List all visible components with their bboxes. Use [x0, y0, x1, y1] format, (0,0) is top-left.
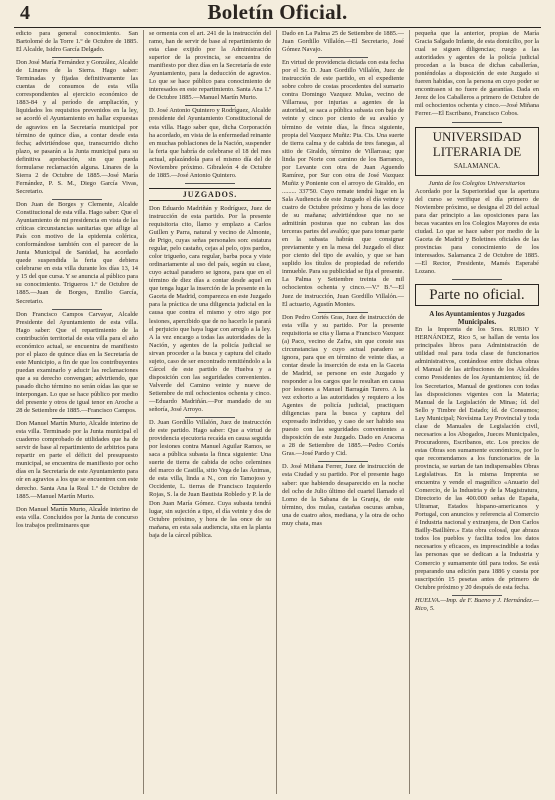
university-title: UNIVERSIDAD LITERARIA DE: [432, 128, 522, 159]
notice: Don Juan de Borges y Clemente, Alcalde Constitucional de esta villa. Hago saber: Que el Ayuntamiento de mi presidencia en vista de las críticas circunstancias sanitarias que aflige al País con motivo de la epidemia colérica, conformándose también con el parecer de la Junta Municipal de Sanidad, ha acordado quede suspendida la feria que debiera celebrarse en esta villa durante los días 13, 14 y 15 del que cursa. Y se anuncia al público para su conocimiento. Trigueros 1.º de Octubre de 1885.—Juan de Borges, Emilio García, Secretario.: [16, 201, 138, 310]
column-divider: [409, 30, 410, 794]
university-notice: Acordado por la Superioridad que la apertura del curso se verifique el día primero de Noviembre próximo, se designa el 20 del actual para dar principio a las oposiciones para las becas vacantes en los Colegios Mayores de esta ciudad. Lo que se hace saber por medio de la Gaceta de Madrid y Boletines oficiales de las provincias para conocimiento de los interesados. Salamanca 2 de Octubre de 1885.—El Rector, Presidente, Mamés Esperabé Lozano.: [415, 188, 539, 281]
column-divider: [276, 30, 277, 794]
notice: D. Juan Gordillo Villalón, Juez de instrucción de este partido. Hago saber: Que a virtud de providencia ejecutoria recaída en causa seguida por lesiones contra Manuel Aguilar Ramos, se saca a pública subasta la finca siguiente: Una suerte de tierra de cabida de ocho celemines del marco de Castilla, sitio Vega de las Ánimas, de esta villa, linda a N., con río Tamojoso y Occidente, L. tierras de Francisco Izquierdo Rojas, S. la de Juan Bautista Robledo y P. la de Don Juan María Gómez. Cuya subasta tendrá lugar, sin sujeción a tipo, el día veinte y dos de Octubre próximo, y hora de las once de su mañana, en esta sala audiencia, sita en la planta baja de la cárcel pública.: [149, 419, 271, 539]
column-2: [149, 30, 271, 794]
notice: Don José María Fernández y González, Alcalde de Linares de la Sierra. Hago saber: Terminadas y fijadas definitivamente las cuentas de consumos de esta villa correspondientes al ejercicio económico de 1883-84 y al período de ampliación, y liquidados los requisitos prevenidos en la ley, se acordó el Ayuntamiento en hallar expuestas de agravios en la Secretaría municipal por término de quince días, a contar desde esta fecha; advirtiéndose que, transcurrido dicho plazo, se pasarán a la Junta municipal para su definitiva aprobación, sin que pueda formularse reclamación alguna. Linares de la Sierra 2 de Octubre de 1885.—José María Fernández, P. S. M., Diego García Vivas, Secretario.: [16, 59, 138, 200]
notice: edicto para general conocimiento. San Bartolomé de la Torre 1.º de Octubre de 1885. El Alcalde, Isidro García Delgado.: [16, 30, 138, 58]
notice: pequeña que la anterior, propias de María Gracia Salgado Infante, de esta domicilio, por la cual se siguen diligencias; ruego a las autoridades y agentes de la policía judicial procedan a la busca de dichas caballerías, poniéndolas a disposición de este Juzgado si fueren habidas, con la persona en cuyo poder se encontrasen si no fuere de garantías. Dada en Jerez de los Caballeros a primero de Octubre de mil ochocientos ochenta y cinco.—José Miñana Ferrer.—El Escribano, Francisco Cobos.: [415, 30, 539, 123]
notice: Don Manuel Martín Murto, Alcalde interino de esta villa. Terminado por la Junta municipal el cuaderno comprobado de utilidades que ha de servir de base al repartimiento de arbitrios para repartir en parte el déficit del presupuesto municipal, se encuentra de manifiesto por ocho días en la Secretaría de este Ayuntamiento para oír en agravios a los que se encuentren con este derecho. Santa Ana la Real 1.º de Octubre de 1885.—Manuel Martín Murto.: [16, 420, 138, 504]
header-rule: [14, 27, 541, 28]
university-subtitle: Junta de los Colegios Universitarios: [428, 179, 526, 187]
notice: Don Francisco Campos Carvayar, Alcalde Presidente del Ayuntamiento de esta villa. Hago saber: Que el repartimiento de la contribución territorial de esta villa para el año económico actual, se encuentra de manifiesto por el plazo de quince días en la Secretaría de este Municipio, a fin de que los contribuyentes puedan examinarlo y aducir las reclamaciones que a su derecho convengan; advirtiendo, que pasado dicho término no serán oídas las que se interpongan. Lo que se hace público por medio del presente y otros de igual tenor en Aroche a 28 de Setiembre de 1885.—Francisco Campos.: [16, 311, 138, 420]
notice: Dado en La Palma 25 de Setiembre de 1885.—Juan Gordillo Villalón.—El Secretario, José Gómez Navajo.: [282, 30, 404, 58]
section-heading-juzgados: JUZGADOS.: [149, 188, 271, 201]
notice: Don Eduardo Madriñán y Rodríguez, Juez de instrucción de esta partido. Por la presente requisitoria cito, llamo y emplazo a Carlos Guillen y Parra, natural y vecino de Almonte, de Prigo, cuyas señas personales son: estatura regular, pelo castaño, cejas al pelo, ojos pardos, color trigueño, cara regular, barba poca y viste ordinariamente al uso del país, según su clase, cuyo actual paradero se ignora, para que en el término de diez días a contar desde aquel en que tenga lugar la inserción de la presente en la Gaceta de Madrid, comparezca en este Juzgado para la práctica de una diligencia judicial en la causa que contra el mismo y otro sigo por lesiones, apercibido que de no hacerlo le parará el perjuicio que haya lugar con arreglo a la ley. A la vez encargo a todas las autoridades de la Nación, y agentes de la policía judicial se sirvan proceder a la busca y captura del citado sujeto, caso de ser encontrado remitiéndolo a la Cárcel de este partido de Huelva y a disposición con las seguridades convenientes. Valverde del Camino veinte y nueve de Setiembre de mil ochocientos ochenta y cinco.—Eduardo Madriñán.—Por mandado de su señoría, José Arroyo.: [149, 205, 271, 418]
notice: se ormenta con el art. 241 de la instrucción del ramo, han de servir de base al repartimiento de esta clase exijido por la Administración superior de la provincia, se encuentra de manifiesto por diez días en la Secretaría de este Ayuntamiento, para la deducción de agravios. Lo que se hace público para conocimiento de interesados en este repartimiento. Santa Ana 1.º de Octubre 1885.—Manuel Martín Murto.: [149, 30, 271, 106]
notice: Don Manuel Martín Murto, Alcalde interino de esta villa. Concluidos por la Junta de concurso los trabajos preliminares que: [16, 505, 138, 529]
university-city: SALAMANCA.: [453, 161, 501, 170]
notice: D. José Miñana Ferrer, Juez de instrucción de esta Ciudad y su partido. Por el presente hago saber: que habiendo desaparecido en la noche del ocho de Julio último del cuartel llamado el Lomo de la Sabana de la Granja, de este término, dos mulas, castañas oscuras ambas, una de cuatro años, mediana, y la otra de ocho muy chata, mas: [282, 463, 404, 527]
notice: En virtud de providencia dictada con esta fecha por el Sr. D. Juan Gordillo Villalón, Juez de instrucción de este partido, en el expediente sobre cobro de costas procedentes del sumario contra Domingo Vazquez Mulas, vecino de Villarrasa, por injurias a agentes de la autoridad, se saca a pública subasta con baja de veinte y cinco por ciento de su avalúo y término de veinte días, la finca siguiente, propia del Vazquez Muñiz: Pta. Cts. Una suerte de tierra calma y de cabida de tres fanegas, al sitio de Giraldo, término de Villarrasa; que linda por Norte con camino de los Barranco, por Levante con otra de Juan Aguendo Ramírez, por Sur con otra de José Vazquez Muñiz y Poniente con el arroyo de Giraldo, en ......... 337'50. Cuyo remate tendrá lugar en la Sala Audiencia de este Juzgado el día veinte y cuatro de Octubre próximo y hora de las doce de su mañana; advirtiéndose que no se admitirán posturas que no cubran las dos terceras partes del avalúo; que para tomar parte en la subasta habrán que consignar previamente y en la mesa del Juzgado el diez por ciento del tipo de avalúo, y que se han suplido los títulos de propiedad de referido inmueble. Para su publicidad se fija el presente. La Palma y Setiembre treinta de mil ochocientos ochenta y cinco.—V.º B.º—El Juez de instrucción, Juan Gordillo Villalón.—El actuario, Agustín Montes.: [282, 59, 404, 312]
column-1: [16, 30, 138, 794]
column-3: [282, 30, 404, 794]
parte-no-oficial-heading: Parte no oficial.: [415, 284, 539, 306]
page-number: 4: [20, 2, 30, 24]
university-section: [415, 127, 539, 176]
parte-subtitle: A los Ayuntamientos y Juzgados Municipales.: [429, 310, 525, 327]
notice: Don Pedro Cortés Gras, Juez de instrucción de esta villa y su partido. Por la presente requisitoria se cita y llama a Francisco Vazquez (a) Paco, vecino de Zafra, sin que conste sus circunstancias y cuyo actual paradero se ignora, para que en término de veinte días, a contar desde la inserción de esta en la Gaceta de Madrid, se persone en este Juzgado y responder a los cargos que le resultan en causa por lesiones a Manuel Barragán Tarero. A la vez exhorto a las autoridades y requiero a los Agentes de policía judicial, practiquen diligencias para la busca y captura del expresado individuo, y caso de ser habido sea puesto con las seguridades convenientes a disposición de este Juzgado. Dado en Aracena a 28 de Setiembre de 1885.—Pedro Cortés Gras.—José Pardo y Cid.: [282, 314, 404, 463]
notice: D. José Antonio Quintero y Rodríguez, Alcalde presidente del Ayuntamiento Constitucional de esta villa. Hago saber que, dicha Corporación ha acordado, en vista de la enfermedad reinante en muchas poblaciones de la Nación, suspender la feria que habría de celebrarse el 18 del mes actual, aplazándola para el mismo día del de Noviembre próximo. Gibraleón 4 de Octubre de 1885.—José Antonio Quintero.: [149, 107, 271, 183]
publication-title: Boletín Oficial.: [207, 0, 348, 24]
printer-imprint: HUELVA.—Imp. de F. Bueno y J. Hernández.—Rico, 5.: [415, 596, 539, 612]
advertisement: En la Imprenta de los Sres. RUBIO Y HERNÁNDEZ, Rico 5, se hallan de venta los principales libros para Administración de utilidad real para toda clase de funcionarios administrativos, contándose entre dichas obras el Manual de las atribuciones de los Alcaldes como Presidentes de los Ayuntamientos; íd. de los Secretarios, Manual de gestiones con todas las disposiciones vigentes con la Materia; Manual de la Legislación de Minas; íd. del Sello y Timbre del Estado; íd. de Consumos; Ley Municipal; Novísima Ley Provincial y toda clase de Manuales de Legislación civil, necesarios a los Abogados, Jueces Municipales, Procuradores, Escribanos, etc. Los precios de estas Obras son sumamente económicos, por lo que recomendamos a los funcionarios de la provincia, se surtan de tan indispensables Obras Legislativas. En la misma Imprenta se encuentra y vende el magnífico «Anuario del Comercio, de la Industria y de la Magistratura, Directorio de las 400.000 señas de España, Ultramar, Estados hispano-americanos y Portugal, con anuncios y referencia al Comercio é Industria nacional y extranjera, de Don Carlos Bailly-Baillière.» Esta obra colosal, que abraza todos los pueblos y facilita todos los datos necesarios y eficaces, es imprescindible a todas las personas que se dedican a la Industria y Comercio y sumamente útil para todos. Se está preparando una edición para 1886 y cuesta por suscripción 15 pesetas antes de primero de Octubre próximo y 20 después de esta fecha.: [415, 326, 539, 596]
column-4: [415, 30, 539, 794]
page-header: [0, 0, 555, 30]
column-divider: [143, 30, 144, 794]
